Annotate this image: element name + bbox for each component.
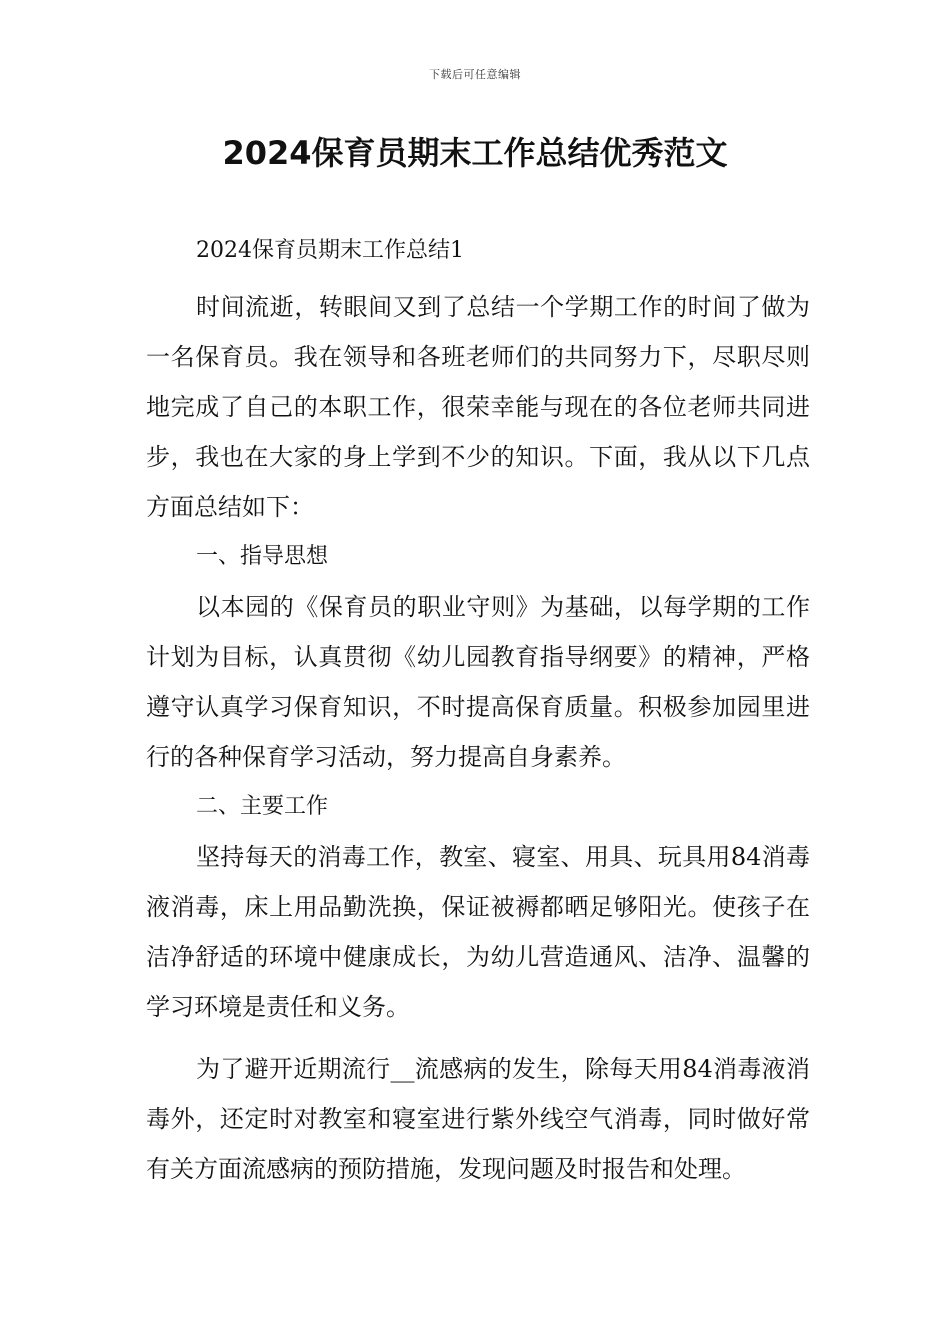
document-title: 2024保育员期末工作总结优秀范文	[222, 134, 728, 172]
paragraph-flu-prevention: 为了避开近期流行__流感病的发生，除每天用84消毒液消毒外，还定时对教室和寝室进行紫外线空气消毒，同时做好常有关方面流感病的预防措施，发现问题及时报告和处理。	[146, 1055, 810, 1183]
paragraph-intro: 时间流逝，转眼间又到了总结一个学期工作的时间了做为一名保育员。我在领导和各班老师们的共同努力下，尽职尽则地完成了自己的本职工作，很荣幸能与现在的各位老师共同进步，我也在大家的身上学到不少的知识。下面，我从以下几点方面总结如下：	[146, 293, 810, 521]
document-body	[146, 226, 810, 1194]
heading-main-work: 二、主要工作	[196, 794, 329, 819]
paragraph-disinfection: 坚持每天的消毒工作，教室、寝室、用具、玩具用84消毒液消毒，床上用品勤洗换，保证被褥都晒足够阳光。使孩子在洁净舒适的环境中健康成长，为幼儿营造通风、洁净、温馨的学习环境是责任和义务。	[146, 843, 810, 1021]
heading-guiding-thought: 一、指导思想	[196, 544, 329, 569]
header-note: 下载后可任意编辑	[429, 68, 521, 81]
section-subtitle: 2024保育员期末工作总结1	[196, 238, 464, 263]
paragraph-guiding-thought: 以本园的《保育员的职业守则》为基础，以每学期的工作计划为目标，认真贯彻《幼儿园教育指导纲要》的精神，严格遵守认真学习保育知识，不时提高保育质量。积极参加园里进行的各种保育学习活动，努力提高自身素养。	[146, 593, 810, 771]
